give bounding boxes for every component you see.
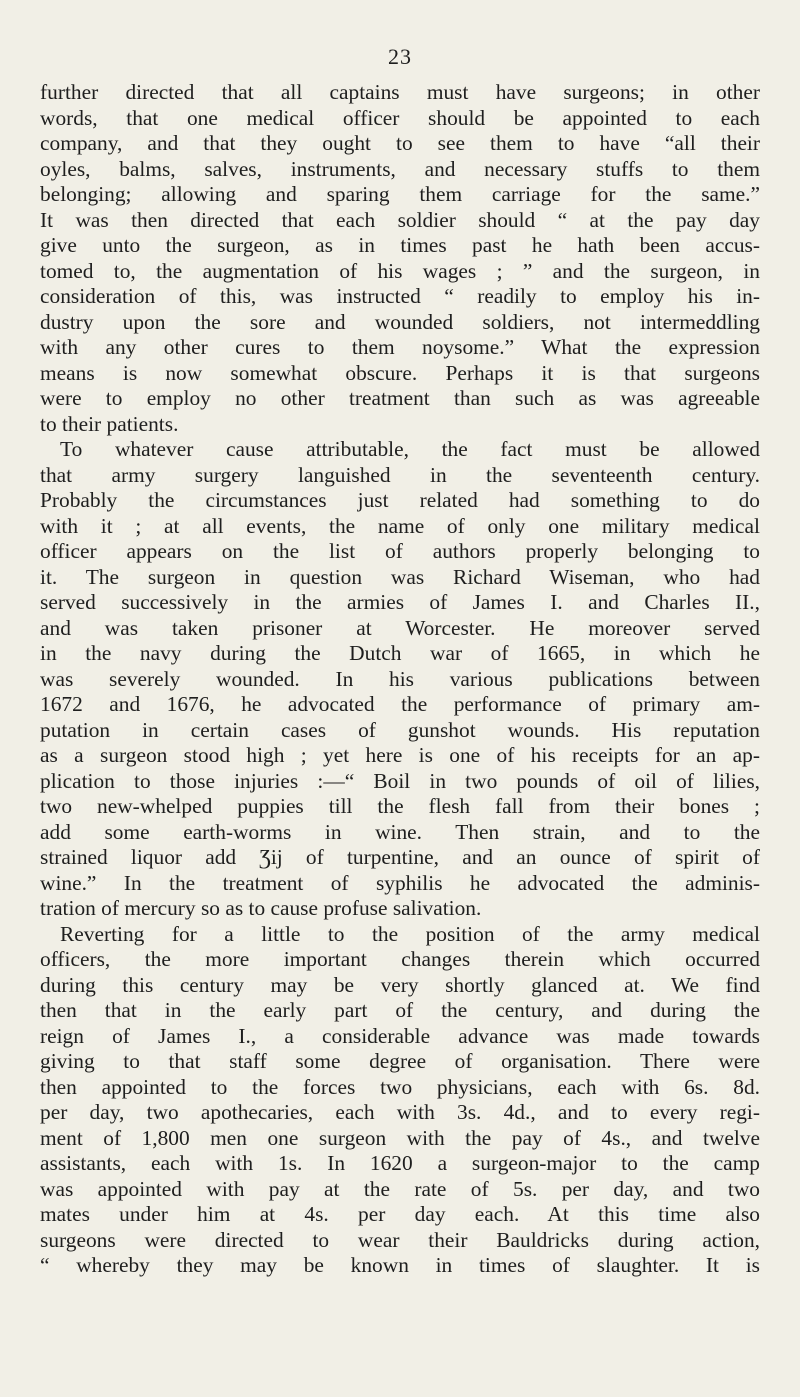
text-line: during this century may be very shortly glanced at. We find [40,972,760,997]
body-text [40,80,760,1279]
text-line: To whatever cause attributable, the fact must be allowed [60,437,760,461]
text-line: consideration of this, was instructed “ readily to employ his in- [40,284,760,308]
text-line: words, that one medical officer should be appointed to each [40,105,760,130]
text-line: surgeons were directed to wear their Bauldricks during action, [40,1227,760,1252]
text-line: Probably the circumstances just related had something to do [40,488,760,512]
text-line: plication to those injuries :—“ Boil in two pounds of oil of lilies, [40,768,760,793]
text-line: strained liquor add Ʒij of turpentine, and an ounce of spirit of [40,845,760,869]
text-line: dustry upon the sore and wounded soldiers, not intermeddling [40,309,760,334]
text-line: that army surgery languished in the seventeenth century. [40,462,760,487]
text-line: Reverting for a little to the position of the army medical [60,921,760,946]
text-line: assistants, each with 1s. In 1620 a surgeon-major to the camp [40,1151,760,1175]
text-line: giving to that staff some degree of organisation. There were [40,1049,760,1073]
text-line: per day, two apothecaries, each with 3s. 4d., and to every regi- [40,1100,760,1124]
text-line: then appointed to the forces two physicians, each with 6s. 8d. [40,1074,760,1099]
text-line: mates under him at 4s. per day each. At this time also [40,1202,760,1226]
text-line: to their patients. [40,411,179,436]
text-line: oyles, balms, salves, instruments, and necessary stuffs to them [40,156,760,181]
text-line: was appointed with pay at the rate of 5s. per day, and two [40,1176,760,1201]
text-line: officers, the more important changes therein which occurred [40,947,760,971]
text-line: with it ; at all events, the name of only one military medical [40,513,760,538]
text-line: it. The surgeon in question was Richard Wiseman, who had [40,564,760,589]
text-line: further directed that all captains must have surgeons; in other [40,80,760,104]
text-line: as a surgeon stood high ; yet here is one of his receipts for an ap- [40,743,760,767]
text-line: tomed to, the augmentation of his wages ; ” and the surgeon, in [40,258,760,283]
text-line: belonging; allowing and sparing them carriage for the same.” [40,182,760,206]
text-line: means is now somewhat obscure. Perhaps it is that surgeons [40,360,760,385]
text-line: wine.” In the treatment of syphilis he advocated the adminis- [40,870,760,895]
text-line: was severely wounded. In his various publications between [40,666,760,691]
text-line: company, and that they ought to see them to have “all their [40,131,760,155]
text-line: with any other cures to them noysome.” What the expression [40,335,760,359]
text-line: officer appears on the list of authors properly belonging to [40,539,760,563]
text-line: It was then directed that each soldier should “ at the pay day [40,207,760,232]
text-line: give unto the surgeon, as in times past he hath been accus- [40,233,760,257]
text-line: 1672 and 1676, he advocated the performance of primary am- [40,692,760,716]
text-line: served successively in the armies of James I. and Charles II., [40,590,760,614]
text-line: reign of James I., a considerable advance was made towards [40,1023,760,1048]
text-line: tration of mercury so as to cause profuse salivation. [40,896,482,920]
text-line: and was taken prisoner at Worcester. He moreover served [40,615,760,640]
text-line: ment of 1,800 men one surgeon with the pay of 4s., and twelve [40,1125,760,1150]
text-line: then that in the early part of the century, and during the [40,998,760,1022]
text-line: add some earth-worms in wine. Then strain, and to the [40,819,760,844]
text-line: were to employ no other treatment than such as was agreeable [40,386,760,410]
text-line: putation in certain cases of gunshot wounds. His reputation [40,717,760,742]
text-line: two new-whelped puppies till the flesh fall from their bones ; [40,794,760,818]
text-line: in the navy during the Dutch war of 1665, in which he [40,641,760,665]
page-number: 23 [388,44,412,69]
text-line: “ whereby they may be known in times of slaughter. It is [40,1253,760,1277]
